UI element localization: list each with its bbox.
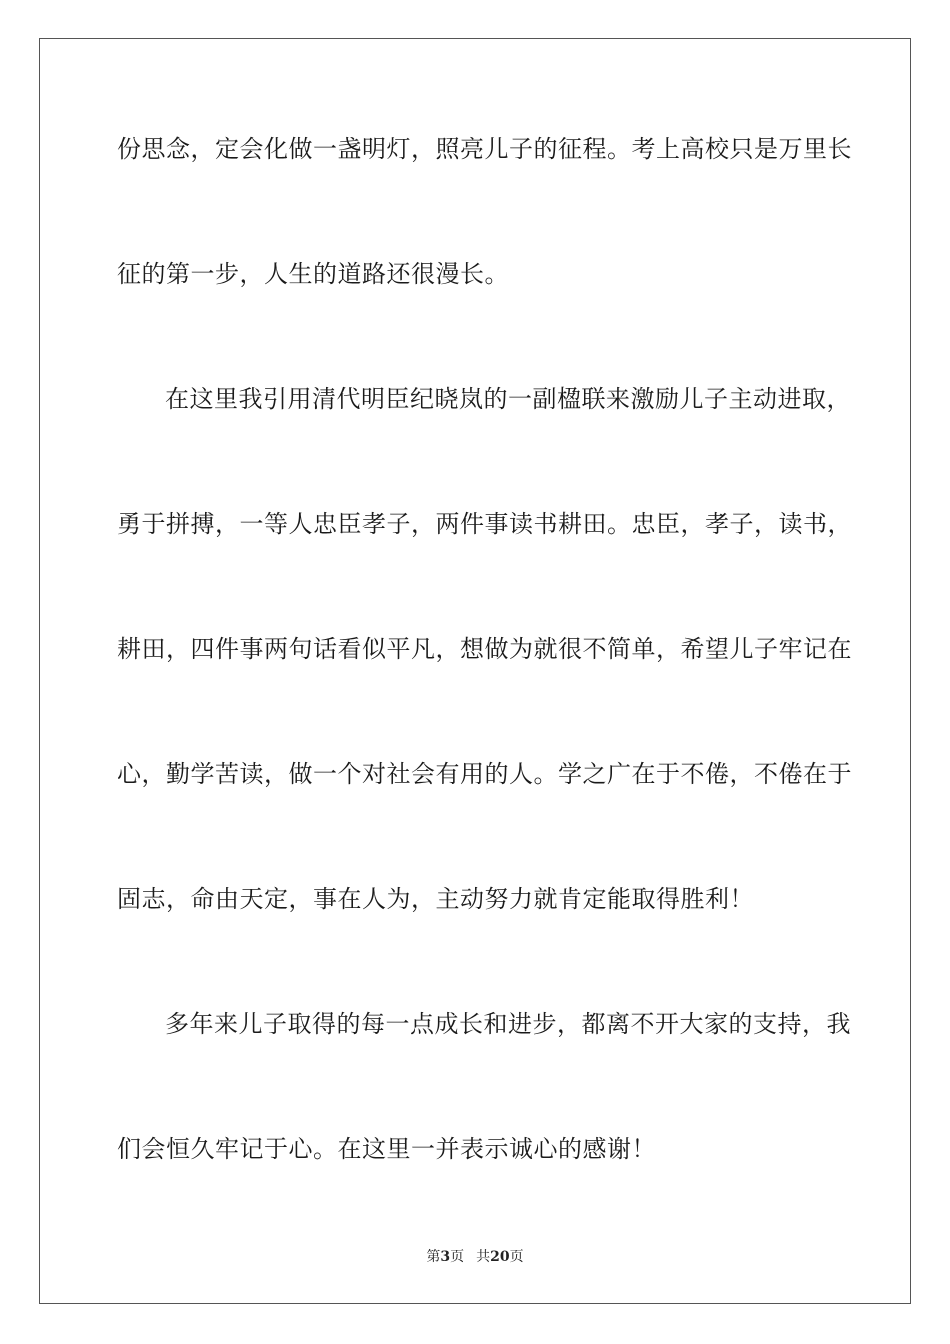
text-line: 固志，命由天定，事在人为，主动努力就肯定能取得胜利！	[117, 885, 754, 913]
page-border	[39, 38, 911, 1304]
total-pages: 20	[490, 1249, 510, 1265]
text-line: 份思念，定会化做一盏明灯，照亮儿子的征程。考上高校只是万里长	[117, 135, 852, 163]
text-line: 勇于拼搏，一等人忠臣孝子，两件事读书耕田。忠臣，孝子，读书，	[117, 510, 852, 538]
page-suffix: 页	[450, 1249, 465, 1265]
total-suffix: 页	[509, 1249, 524, 1265]
text-line: 耕田，四件事两句话看似平凡，想做为就很不简单，希望儿子牢记在	[117, 635, 852, 663]
paragraph-first-line: 多年来儿子取得的每一点成长和进步，都离不开大家的支持，我	[165, 1010, 851, 1038]
text-line: 们会恒久牢记于心。在这里一并表示诚心的感谢！	[117, 1135, 656, 1163]
page-number: 3	[440, 1249, 451, 1265]
total-prefix: 共	[476, 1249, 491, 1265]
text-line: 征的第一步，人生的道路还很漫长。	[117, 260, 509, 288]
paragraph-first-line: 在这里我引用清代明臣纪晓岚的一副楹联来激励儿子主动进取，	[165, 385, 851, 413]
text-line: 心，勤学苦读，做一个对社会有用的人。学之广在于不倦，不倦在于	[117, 760, 852, 788]
page-prefix: 第	[426, 1249, 441, 1265]
page-footer	[0, 1248, 950, 1266]
